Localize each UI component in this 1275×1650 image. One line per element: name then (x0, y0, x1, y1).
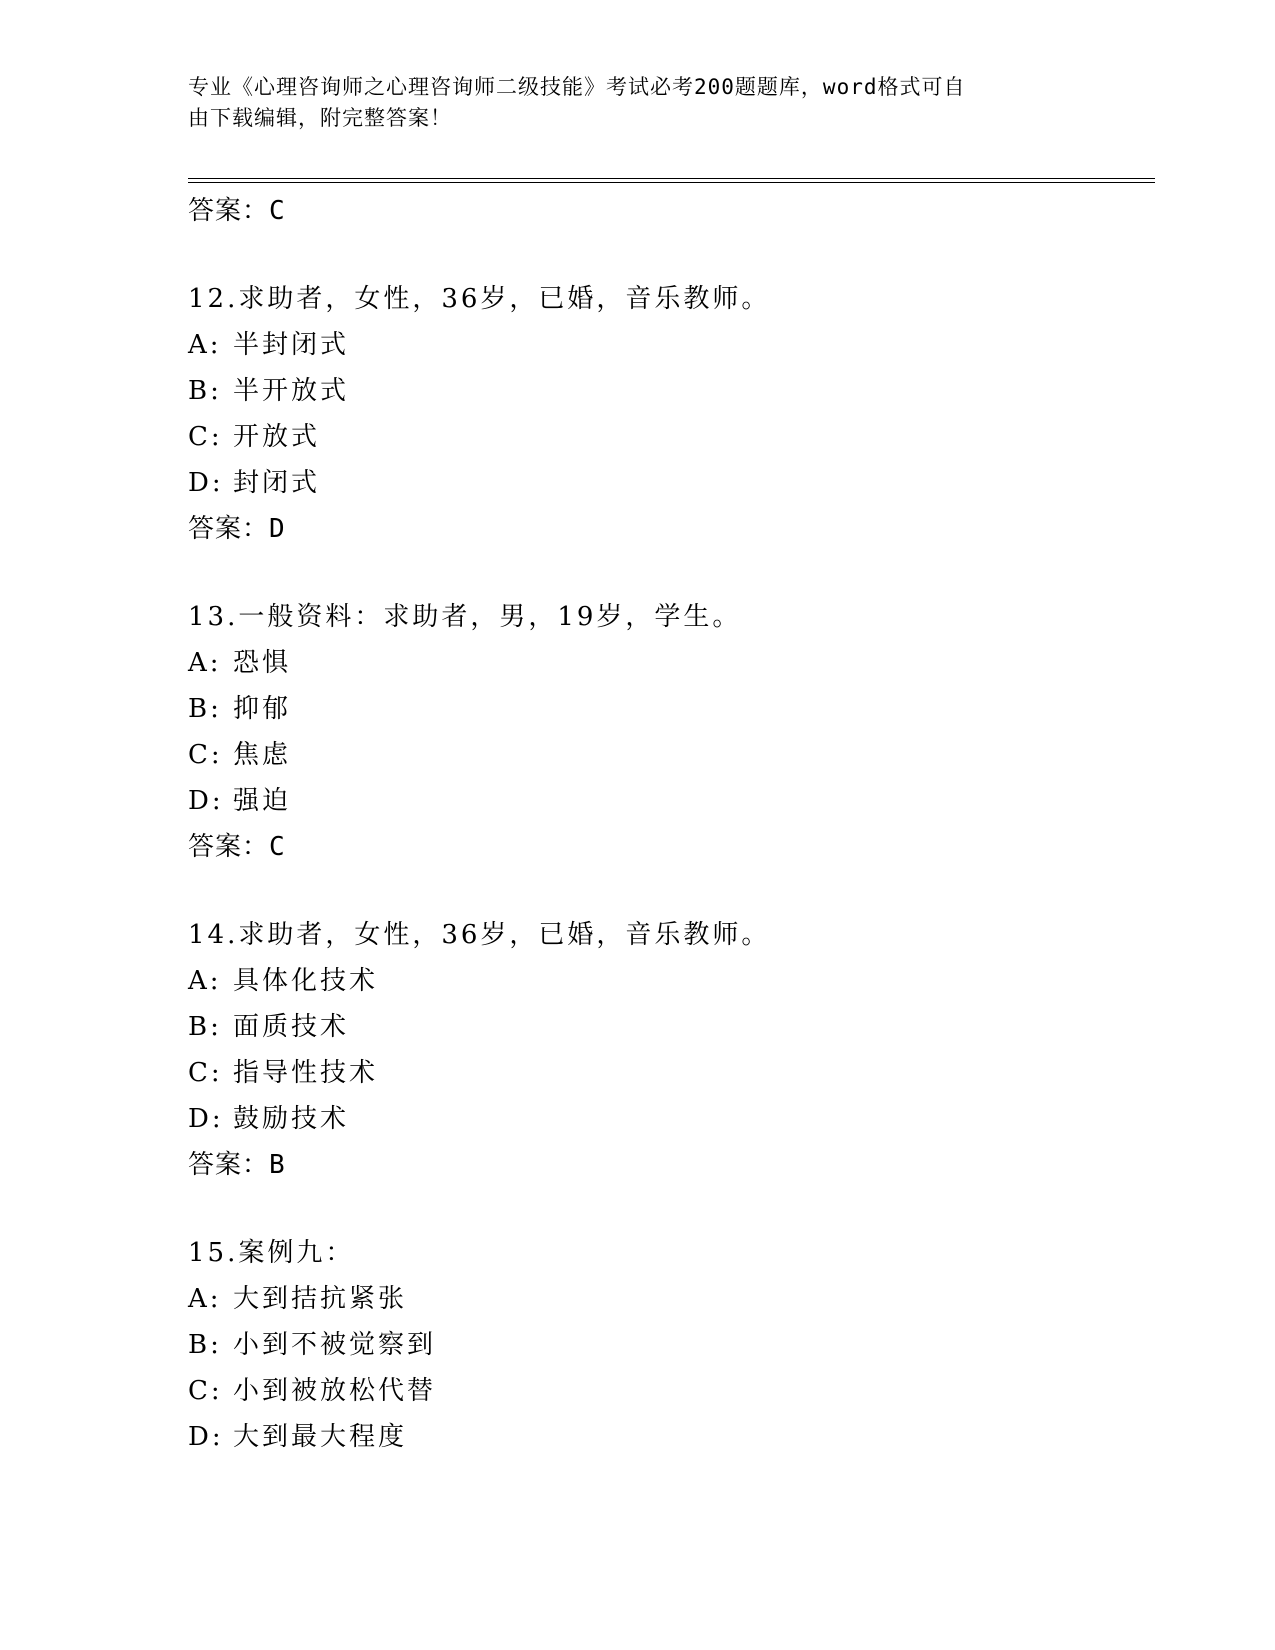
answer-line: 答案：B (188, 1150, 286, 1180)
option-c (188, 1368, 1148, 1414)
spacer (188, 552, 1148, 594)
header-divider-top (188, 178, 1155, 179)
option-text: 具体化技术 (233, 966, 379, 996)
option-b (188, 1322, 1148, 1368)
option-text: 强迫 (233, 786, 292, 816)
option-letter: B: (188, 1330, 222, 1360)
option-a (188, 322, 1148, 368)
answer-line: 答案：C (188, 832, 286, 862)
option-text: 封闭式 (233, 468, 321, 498)
spacer (188, 234, 1148, 276)
option-letter: B: (188, 694, 222, 724)
option-d (188, 1414, 1148, 1460)
option-b (188, 1004, 1148, 1050)
option-letter: C: (188, 740, 223, 770)
option-letter: D: (188, 1104, 224, 1134)
option-text: 半封闭式 (233, 330, 350, 360)
option-letter: C: (188, 1058, 223, 1088)
question-block (188, 594, 1148, 870)
option-a (188, 1276, 1148, 1322)
option-d (188, 778, 1148, 824)
option-text: 开放式 (233, 422, 321, 452)
option-c (188, 1050, 1148, 1096)
option-text: 焦虑 (233, 740, 292, 770)
option-text: 小到被放松代替 (233, 1376, 437, 1406)
option-text: 指导性技术 (233, 1058, 379, 1088)
option-a (188, 640, 1148, 686)
option-letter: C: (188, 422, 223, 452)
header-line-2: 由下载编辑，附完整答案！ (188, 106, 452, 130)
option-letter: A: (188, 1284, 222, 1314)
option-c (188, 732, 1148, 778)
option-letter: A: (188, 330, 222, 360)
page-header (188, 72, 1068, 134)
spacer (188, 870, 1148, 912)
option-b (188, 686, 1148, 732)
question-stem: 14.求助者，女性，36岁，已婚，音乐教师。 (188, 920, 771, 950)
option-d (188, 1096, 1148, 1142)
option-letter: D: (188, 786, 224, 816)
option-text: 鼓励技术 (233, 1104, 350, 1134)
option-c (188, 414, 1148, 460)
option-text: 恐惧 (233, 648, 292, 678)
option-text: 大到拮抗紧张 (233, 1284, 408, 1314)
option-b (188, 368, 1148, 414)
header-divider-bottom (188, 182, 1155, 183)
option-letter: B: (188, 376, 222, 406)
header-line-1: 专业《心理咨询师之心理咨询师二级技能》考试必考200题题库，word格式可自 (188, 75, 966, 99)
option-letter: D: (188, 468, 224, 498)
option-letter: B: (188, 1012, 222, 1042)
question-block (188, 276, 1148, 552)
option-text: 小到不被觉察到 (233, 1330, 437, 1360)
question-list (188, 188, 1148, 1460)
question-block (188, 1230, 1148, 1460)
question-stem: 13.一般资料：求助者，男，19岁，学生。 (188, 602, 742, 632)
option-a (188, 958, 1148, 1004)
option-text: 半开放式 (233, 376, 350, 406)
answer-line: 答案：C (188, 196, 286, 226)
spacer (188, 1188, 1148, 1230)
question-block (188, 912, 1148, 1188)
answer-line: 答案：D (188, 514, 286, 544)
option-text: 面质技术 (233, 1012, 350, 1042)
option-letter: C: (188, 1376, 223, 1406)
question-stem: 12.求助者，女性，36岁，已婚，音乐教师。 (188, 284, 771, 314)
option-text: 抑郁 (233, 694, 292, 724)
option-letter: A: (188, 966, 222, 996)
option-letter: A: (188, 648, 222, 678)
option-d (188, 460, 1148, 506)
option-letter: D: (188, 1422, 224, 1452)
question-stem: 15.案例九： (188, 1238, 355, 1268)
option-text: 大到最大程度 (233, 1422, 408, 1452)
